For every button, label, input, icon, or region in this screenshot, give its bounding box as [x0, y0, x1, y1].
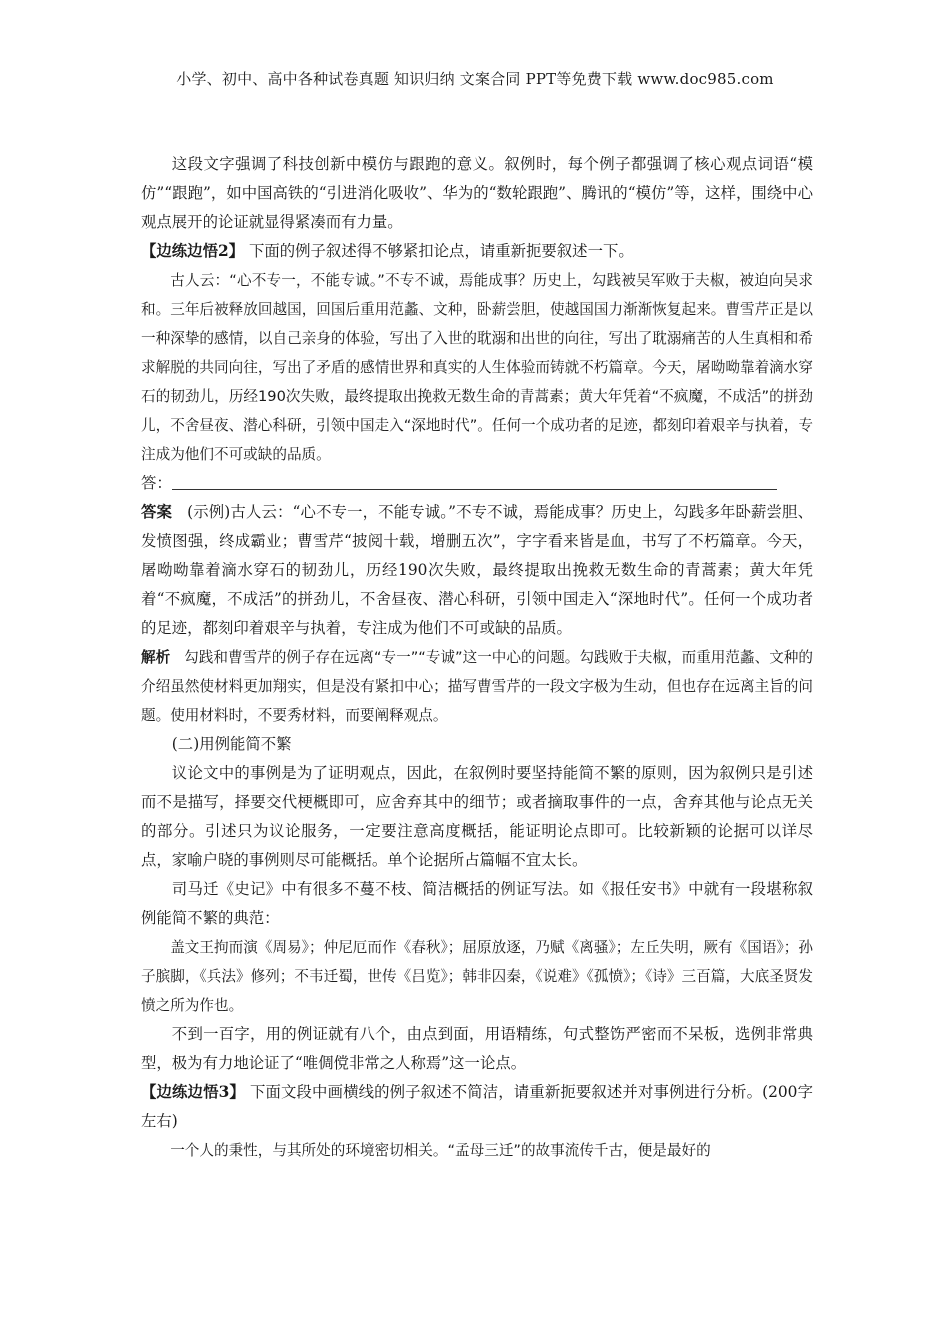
section-2-paragraph-3: 不到一百字，用的例证就有八个，由点到面，用语精练，句式整饬严密而不呆板，选例非常典型，极为有力地论证了“唯倜傥非常之人称焉”这一论点。	[141, 1025, 813, 1072]
section-2-paragraph-1: 议论文中的事例是为了证明观点，因此，在叙例时要坚持能简不繁的原则，因为叙例只是引述而不是描写，择要交代梗概即可，应舍弃其中的细节；或者摘取事件的一点，舍弃其他与论点无关的部分。引述只为议论服务，一定要注意高度概括，能证明论点即可。比较新颖的论据可以详尽点，家喻户晓的事例则尽可能概括。单个论据所占篇幅不宜太长。	[141, 764, 813, 869]
analysis-text: 勾践和曹雪芹的例子存在远离“专一”“专诚”这一中心的问题。勾践败于夫椒，而重用范蠡、文种的介绍虽然使材料更加翔实，但是没有紧扣中心；描写曹雪芹的一段文字极为生动，但也存在远离主旨的问题。使用材料时，不要秀材料，而要阐释观点。	[141, 649, 813, 724]
paragraph-intro: 这段文字强调了科技创新中模仿与跟跑的意义。叙例时，每个例子都强调了核心观点词语“模仿”“跟跑”，如中国高铁的“引进消化吸收”、华为的“数轮跟跑”、腾讯的“模仿”等，这样，围绕中心观点展开的论证就显得紧凑而有力量。	[141, 155, 813, 231]
exercise-3-passage: 一个人的秉性，与其所处的环境密切相关。“孟母三迁”的故事流传千古，便是最好的	[170, 1142, 711, 1159]
section-2-heading: (二)用例能简不繁	[171, 735, 292, 753]
answer-key-label: 答案	[141, 503, 173, 521]
analysis	[141, 643, 813, 730]
exercise-2-passage: 古人云：“心不专一，不能专诚。”不专不诚，焉能成事？历史上，勾践被吴军败于夫椒，被迫向吴求和。三年后被释放回越国，回国后重用范蠡、文种，卧薪尝胆，使越国国力渐渐恢复起来。曹雪芹正是以一种深挚的感情，以自己亲身的体验，写出了入世的耽溺和出世的向往，写出了耽溺痛苦的人生真相和希求解脱的共同向往，写出了矛盾的感情世界和真实的人生体验而铸就不朽篇章。今天，屠呦呦靠着滴水穿石的韧劲儿，历经190次失败，最终提取出挽救无数生命的青蒿素；黄大年凭着“不疯魔，不成活”的拼劲儿，不舍昼夜、潜心科研，引领中国走入“深地时代”。任何一个成功者的足迹，都刻印着艰辛与执着，专注成为他们不可或缺的品质。	[141, 272, 813, 463]
exercise-3-tag: 【边练边悟3】	[141, 1083, 245, 1101]
answer-key-text: (示例)古人云：“心不专一，不能专诚。”不专不诚，焉能成事？历史上，勾践多年卧薪尝胆、发愤图强，终成霸业；曹雪芹“披阅十载，增删五次”，字字看来皆是血，书写了不朽篇章。今天，屠呦呦靠着滴水穿石的韧劲儿，历经190次失败，最终提取出挽救无数生命的青蒿素；黄大年凭着“不疯魔，不成活”的拼劲儿，不舍昼夜、潜心科研，引领中国走入“深地时代”。任何一个成功者的足迹，都刻印着艰辛与执着，专注成为他们不可或缺的品质。	[141, 503, 813, 637]
document-body	[141, 150, 813, 1165]
answer-label: 答：	[141, 474, 172, 492]
answer-row	[141, 469, 813, 498]
answer-key	[141, 498, 813, 643]
exercise-2-prompt	[141, 237, 813, 266]
exercise-3-instruction: 下面文段中画横线的例子叙述不简洁，请重新扼要叙述并对事例进行分析。(200字左右)	[141, 1083, 813, 1130]
exercise-2-instruction: 下面的例子叙述得不够紧扣论点，请重新扼要叙述一下。	[248, 242, 634, 260]
section-2-paragraph-2: 司马迁《史记》中有很多不蔓不枝、简洁概括的例证写法。如《报任安书》中就有一段堪称叙例能简不繁的典范：	[141, 880, 813, 927]
shiji-quote: 盖文王拘而演《周易》；仲尼厄而作《春秋》；屈原放逐，乃赋《离骚》；左丘失明，厥有《国语》；孙子膑脚，《兵法》修列；不韦迁蜀，世传《吕览》；韩非囚秦，《说难》《孤愤》；《诗》三百篇，大底圣贤发愤之所为作也。	[141, 939, 813, 1014]
page-header: 小学、初中、高中各种试卷真题 知识归纳 文案合同 PPT等免费下载 www.doc985.com	[176, 70, 774, 88]
analysis-label: 解析	[141, 649, 171, 666]
answer-blank-line[interactable]	[172, 471, 777, 490]
exercise-3-prompt	[141, 1078, 813, 1136]
exercise-2-tag: 【边练边悟2】	[141, 242, 245, 260]
